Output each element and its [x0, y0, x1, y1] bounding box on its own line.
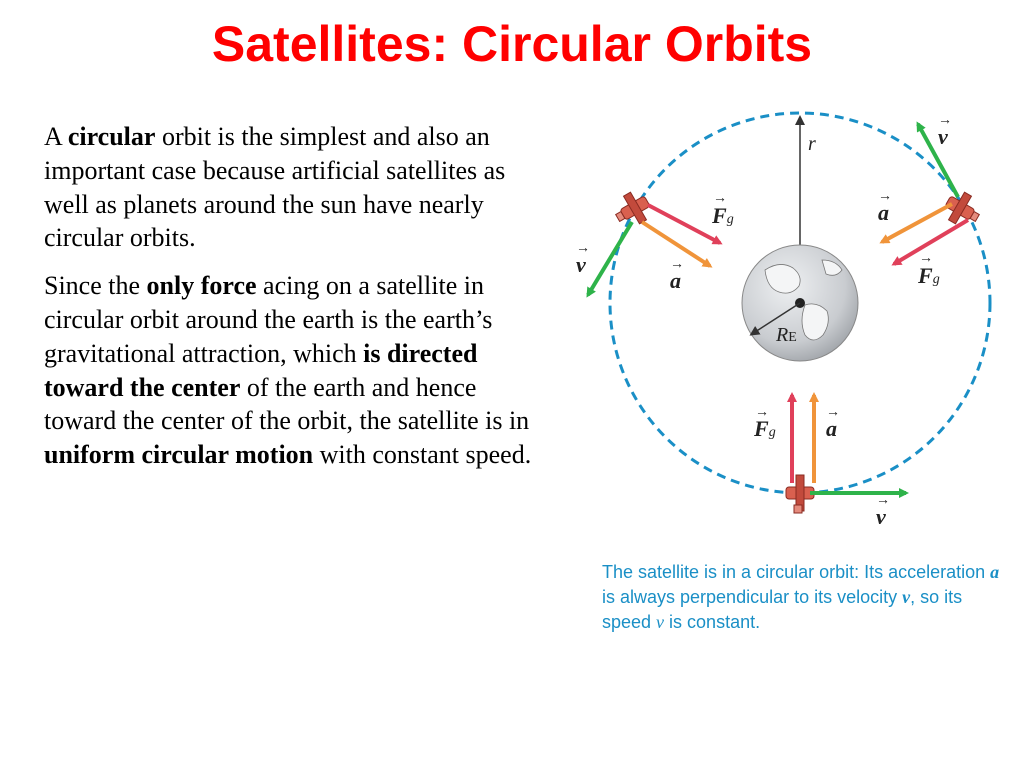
text-run: A [44, 122, 68, 151]
label-a-bottom: a [826, 416, 837, 441]
caption-symbol-speed: v [656, 612, 665, 633]
paragraph-force [44, 269, 544, 472]
radius-label: r [808, 133, 816, 155]
label-a-upper-right: a [878, 200, 889, 225]
text-run: acing on a satellite in circular orbit around the earth is the earth’s gravitational attraction, which [44, 271, 493, 368]
label-F-bottom: Fg [754, 416, 776, 441]
text-emphasis: circular [67, 122, 156, 151]
paragraph-intro [44, 120, 544, 255]
label-v-left: v [576, 252, 586, 277]
slide-title: Satellites: Circular Orbits [211, 16, 813, 72]
label-F-upper-left: Fg [712, 203, 734, 228]
text-run: of the earth and hence toward the center of the orbit, the satellite is in [44, 372, 530, 436]
text-run: with constant speed. [313, 440, 532, 470]
label-F-upper-right: Fg [918, 263, 940, 288]
caption-run: , so its speed [602, 587, 963, 633]
label-a-upper-left: a [670, 268, 681, 293]
arrow-F-bottom: → [755, 405, 769, 420]
arrow-a-upper-right: → [878, 189, 892, 204]
text-emphasis: is directed toward the center [44, 338, 478, 402]
label-v-bottom: v [876, 504, 886, 529]
body-text [44, 120, 544, 486]
arrow-a-bottom: → [826, 405, 840, 420]
caption-symbol-v: v [902, 587, 911, 608]
text-run: Since the [44, 271, 147, 301]
arrow-F-upper-left: → [713, 191, 727, 206]
text-emphasis: only force [146, 271, 257, 301]
arrow-a-upper-left: → [670, 257, 684, 272]
arrow-v-right: → [938, 113, 952, 128]
arrow-F-upper-right: → [919, 251, 933, 266]
caption-run: is constant. [664, 612, 761, 633]
earth-radius-label: RE [776, 324, 797, 346]
caption-run: is always perpendicular to its velocity [602, 587, 903, 608]
orbit-diagram [560, 100, 1020, 550]
arrow-v-left: → [576, 241, 590, 256]
figure-caption [602, 560, 1012, 636]
text-run: orbit is the simplest and also an important case because artificial satellites as well as planets around the sun have nearly circular orbits. [44, 122, 506, 253]
force-arrow-upper-left [648, 205, 720, 243]
label-v-right: v [938, 124, 948, 149]
arrow-v-bottom: → [876, 493, 890, 508]
caption-run: The satellite is in a circular orbit: Its acceleration [602, 562, 991, 582]
text-emphasis: uniform circular motion [44, 440, 314, 470]
caption-symbol-a: a [990, 562, 1000, 582]
